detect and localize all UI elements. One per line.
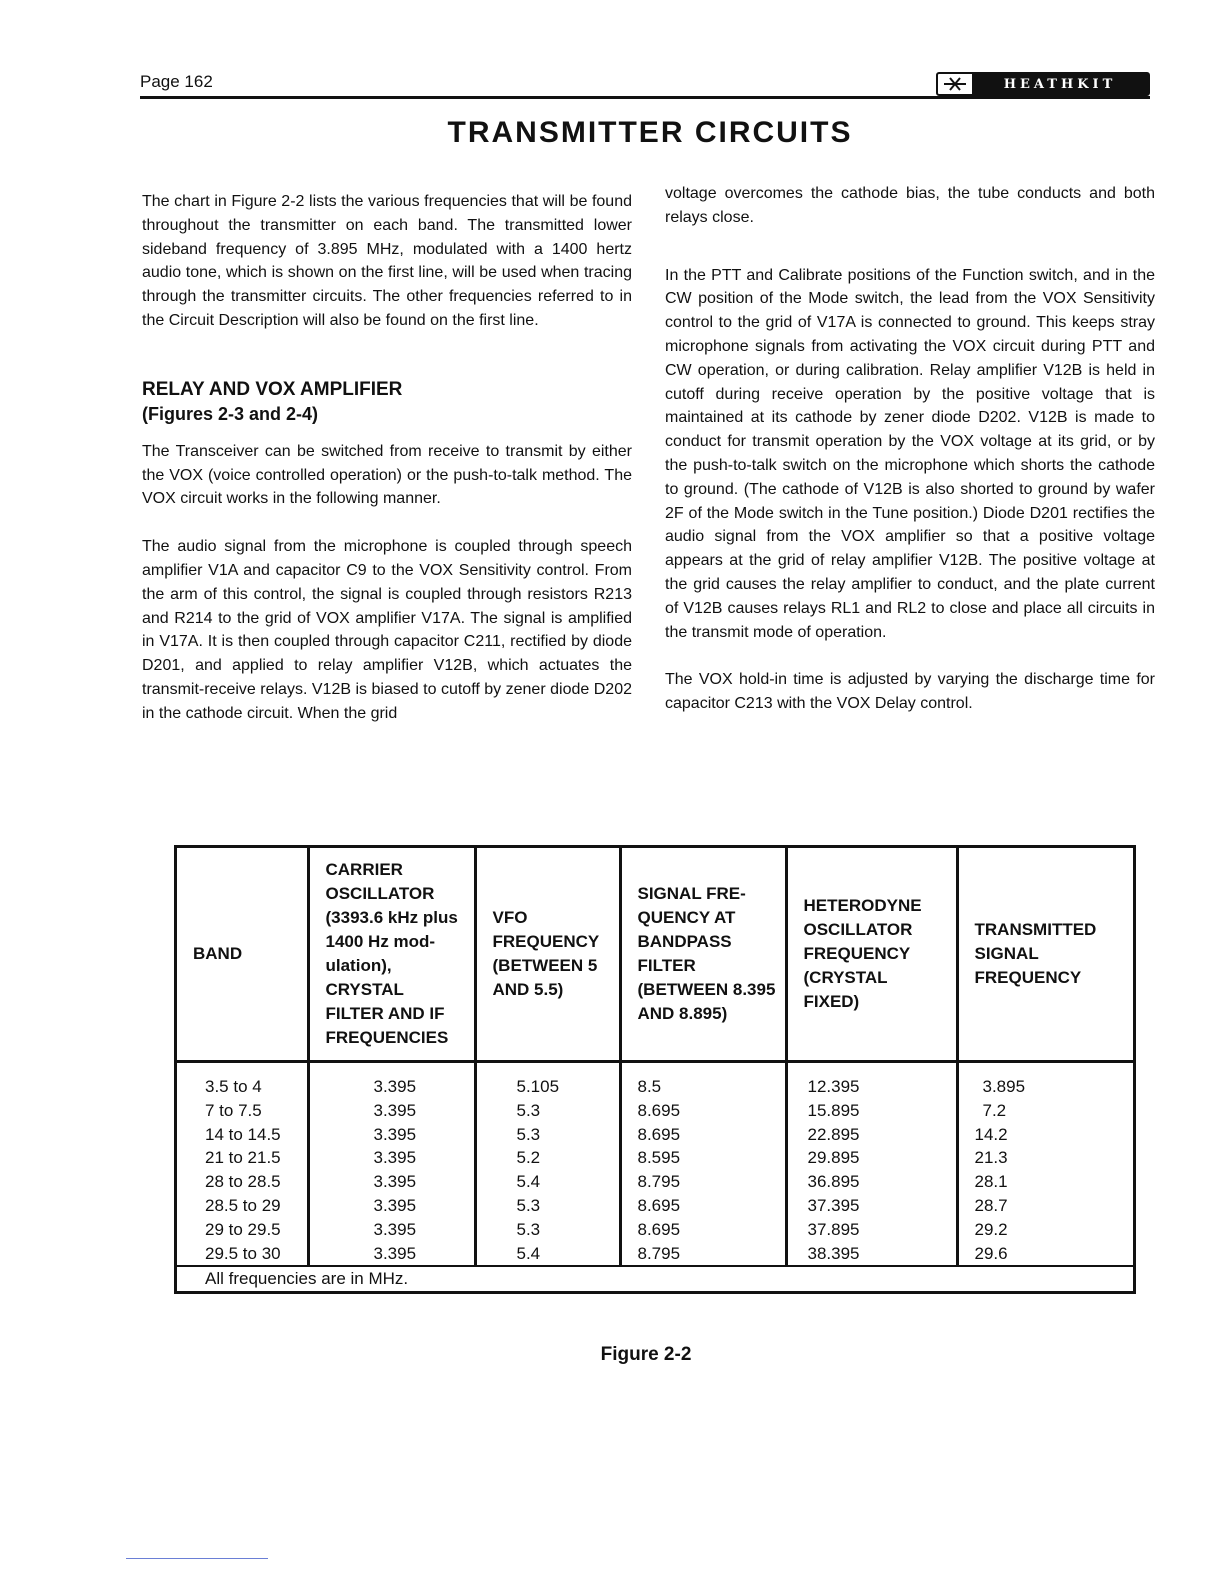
header-band: BAND xyxy=(177,848,308,1062)
cell-vfo: 5.3 xyxy=(475,1194,620,1218)
table-row xyxy=(177,1242,1133,1267)
cell-signal: 8.695 xyxy=(620,1099,786,1123)
cell-carrier: 3.395 xyxy=(308,1218,475,1242)
cell-heterodyne: 15.895 xyxy=(786,1099,957,1123)
table-row xyxy=(177,1218,1133,1242)
cell-vfo: 5.3 xyxy=(475,1123,620,1147)
table-note-row xyxy=(177,1266,1133,1291)
ptt-paragraph: In the PTT and Calibrate positions of the Function switch, and in the CW position of the Mode switch, the lead from the VOX Sensitivity control to the grid of V17A is connected to ground. This keeps stray microphone signals from activating the VOX circuit during PTT and CW operation, or during calibration. Relay amplifier V12B is held in cutoff during receive operation by the positive voltage that is maintained at its cathode by zener diode D202. V12B is made to conduct for transmit operation by the VOX voltage at its grid, or by the push-to-talk switch on the microphone which shorts the cathode to ground. (The cathode of V12B is also shorted to ground by wafer 2F of the Mode switch in the Tune position.) Diode D201 rectifies the audio signal from the VOX amplifier so that a positive voltage appears at the grid of relay amplifier V12B. The positive voltage at the grid causes the relay amplifier to conduct, and the plate current of V12B causes relays RL1 and RL2 to close and place all circuits in the transmit mode of operation. xyxy=(665,266,1155,641)
header-signal-frequency: SIGNAL FRE- QUENCY AT BANDPASS FILTER (BETWEEN 8.395 AND 8.895) xyxy=(620,848,786,1062)
header-transmitted-signal: TRANSMITTED SIGNAL FREQUENCY xyxy=(957,848,1133,1062)
cell-vfo: 5.3 xyxy=(475,1099,620,1123)
cell-carrier: 3.395 xyxy=(308,1146,475,1170)
cell-band: 21 to 21.5 xyxy=(177,1146,308,1170)
footer-divider xyxy=(126,1558,268,1559)
right-column xyxy=(665,182,1155,716)
cell-transmitted: 7.2 xyxy=(982,1100,1007,1120)
cell-transmitted: 14.2 xyxy=(974,1124,1008,1144)
cell-carrier: 3.395 xyxy=(308,1123,475,1147)
cell-band: 28.5 to 29 xyxy=(177,1194,308,1218)
page-number: Page 162 xyxy=(140,72,213,91)
cell-carrier: 3.395 xyxy=(308,1242,475,1267)
header-rule xyxy=(140,96,1150,99)
cell-band: 29.5 to 30 xyxy=(177,1242,308,1267)
cell-band: 7 to 7.5 xyxy=(177,1099,308,1123)
heathkit-emblem-icon xyxy=(938,74,972,94)
continuation-paragraph: voltage overcomes the cathode bias, the tube conducts and both relays close. xyxy=(665,185,1155,226)
heathkit-logo xyxy=(936,72,1150,96)
left-column xyxy=(142,190,632,726)
cell-transmitted: 21.3 xyxy=(974,1148,1008,1168)
cell-heterodyne: 38.395 xyxy=(786,1242,957,1267)
cell-signal: 8.695 xyxy=(620,1218,786,1242)
cell-band: 28 to 28.5 xyxy=(177,1170,308,1194)
figure-caption: Figure 2-2 xyxy=(600,1344,692,1365)
cell-heterodyne: 29.895 xyxy=(786,1146,957,1170)
cell-transmitted: 28.7 xyxy=(974,1195,1008,1215)
cell-carrier: 3.395 xyxy=(308,1194,475,1218)
header-heterodyne-oscillator: HETERODYNE OSCILLATOR FREQUENCY (CRYSTAL FIXED) xyxy=(786,848,957,1062)
cell-band: 3.5 to 4 xyxy=(177,1075,308,1099)
vox-intro-paragraph: The Transceiver can be switched from receive to transmit by either the VOX (voice controlled operation) or the push-to-talk method. The VOX circuit works in the following manner. xyxy=(142,442,632,508)
table-note: All frequencies are in MHz. xyxy=(177,1266,1133,1291)
cell-transmitted: 29.2 xyxy=(974,1219,1008,1239)
cell-transmitted: 28.1 xyxy=(974,1172,1008,1192)
cell-carrier: 3.395 xyxy=(308,1099,475,1123)
cell-heterodyne: 36.895 xyxy=(786,1170,957,1194)
cell-band: 29 to 29.5 xyxy=(177,1218,308,1242)
cell-signal: 8.695 xyxy=(620,1123,786,1147)
header-carrier-oscillator: CARRIER OSCILLATOR (3393.6 kHz plus 1400 Hz mod- ulation), CRYSTAL FILTER AND IF FREQUENCIES xyxy=(308,848,475,1062)
audio-signal-paragraph: The audio signal from the microphone is coupled through speech amplifier V1A and capacitor C9 to the VOX Sensitivity control. From the arm of this control, the signal is coupled through resistors R213 and R214 to the grid of VOX amplifier V17A. The signal is amplified in V17A. It is then coupled through capacitor C211, rectified by diode D201, and applied to relay amplifier V12B, which actuates the transmit-receive relays. V12B is biased to cutoff by zener diode D202 in the cathode circuit. When the grid xyxy=(142,538,632,722)
table-row xyxy=(177,1170,1133,1194)
intro-paragraph: The chart in Figure 2-2 lists the various frequencies that will be found throughout the transmitter on each band. The transmitted lower sideband frequency of 3.895 MHz, modulated with a 1400 hertz audio tone, which is shown on the first line, will be used when tracing through the transmitter circuits. The other frequencies referred to in the Circuit Description will also be found on the first line. xyxy=(142,193,632,329)
cell-vfo: 5.105 xyxy=(475,1075,620,1099)
cell-vfo: 5.3 xyxy=(475,1218,620,1242)
cell-transmitted: 29.6 xyxy=(974,1243,1008,1263)
cell-carrier: 3.395 xyxy=(308,1170,475,1194)
cell-band: 14 to 14.5 xyxy=(177,1123,308,1147)
cell-heterodyne: 37.895 xyxy=(786,1218,957,1242)
table-row xyxy=(177,1123,1133,1147)
header-vfo-frequency: VFO FREQUENCY (BETWEEN 5 AND 5.5) xyxy=(475,848,620,1062)
cell-vfo: 5.4 xyxy=(475,1170,620,1194)
cell-heterodyne: 22.895 xyxy=(786,1123,957,1147)
cell-transmitted: 3.895 xyxy=(982,1077,1026,1096)
table-row xyxy=(177,1194,1133,1218)
cell-vfo: 5.2 xyxy=(475,1146,620,1170)
section-subheading: (Figures 2-3 and 2-4) xyxy=(142,403,319,424)
cell-signal: 8.5 xyxy=(620,1075,786,1099)
cell-vfo: 5.4 xyxy=(475,1242,620,1267)
table-row xyxy=(177,1146,1133,1170)
frequency-table xyxy=(174,845,1136,1294)
cell-signal: 8.695 xyxy=(620,1194,786,1218)
cell-heterodyne: 37.395 xyxy=(786,1194,957,1218)
cell-signal: 8.795 xyxy=(620,1242,786,1267)
section-heading: RELAY AND VOX AMPLIFIER xyxy=(142,378,403,400)
logo-text: HEATHKIT xyxy=(1003,76,1117,92)
cell-heterodyne: 12.395 xyxy=(786,1075,957,1099)
cell-signal: 8.795 xyxy=(620,1170,786,1194)
hold-in-paragraph: The VOX hold-in time is adjusted by varying the discharge time for capacitor C213 with the VOX Delay control. xyxy=(665,671,1155,713)
cell-carrier: 3.395 xyxy=(308,1075,475,1099)
table-row xyxy=(177,1099,1133,1123)
cell-signal: 8.595 xyxy=(620,1146,786,1170)
table-header-row xyxy=(177,848,1133,1062)
table-row xyxy=(177,1075,1133,1099)
page-title: TRANSMITTER CIRCUITS xyxy=(447,116,853,149)
